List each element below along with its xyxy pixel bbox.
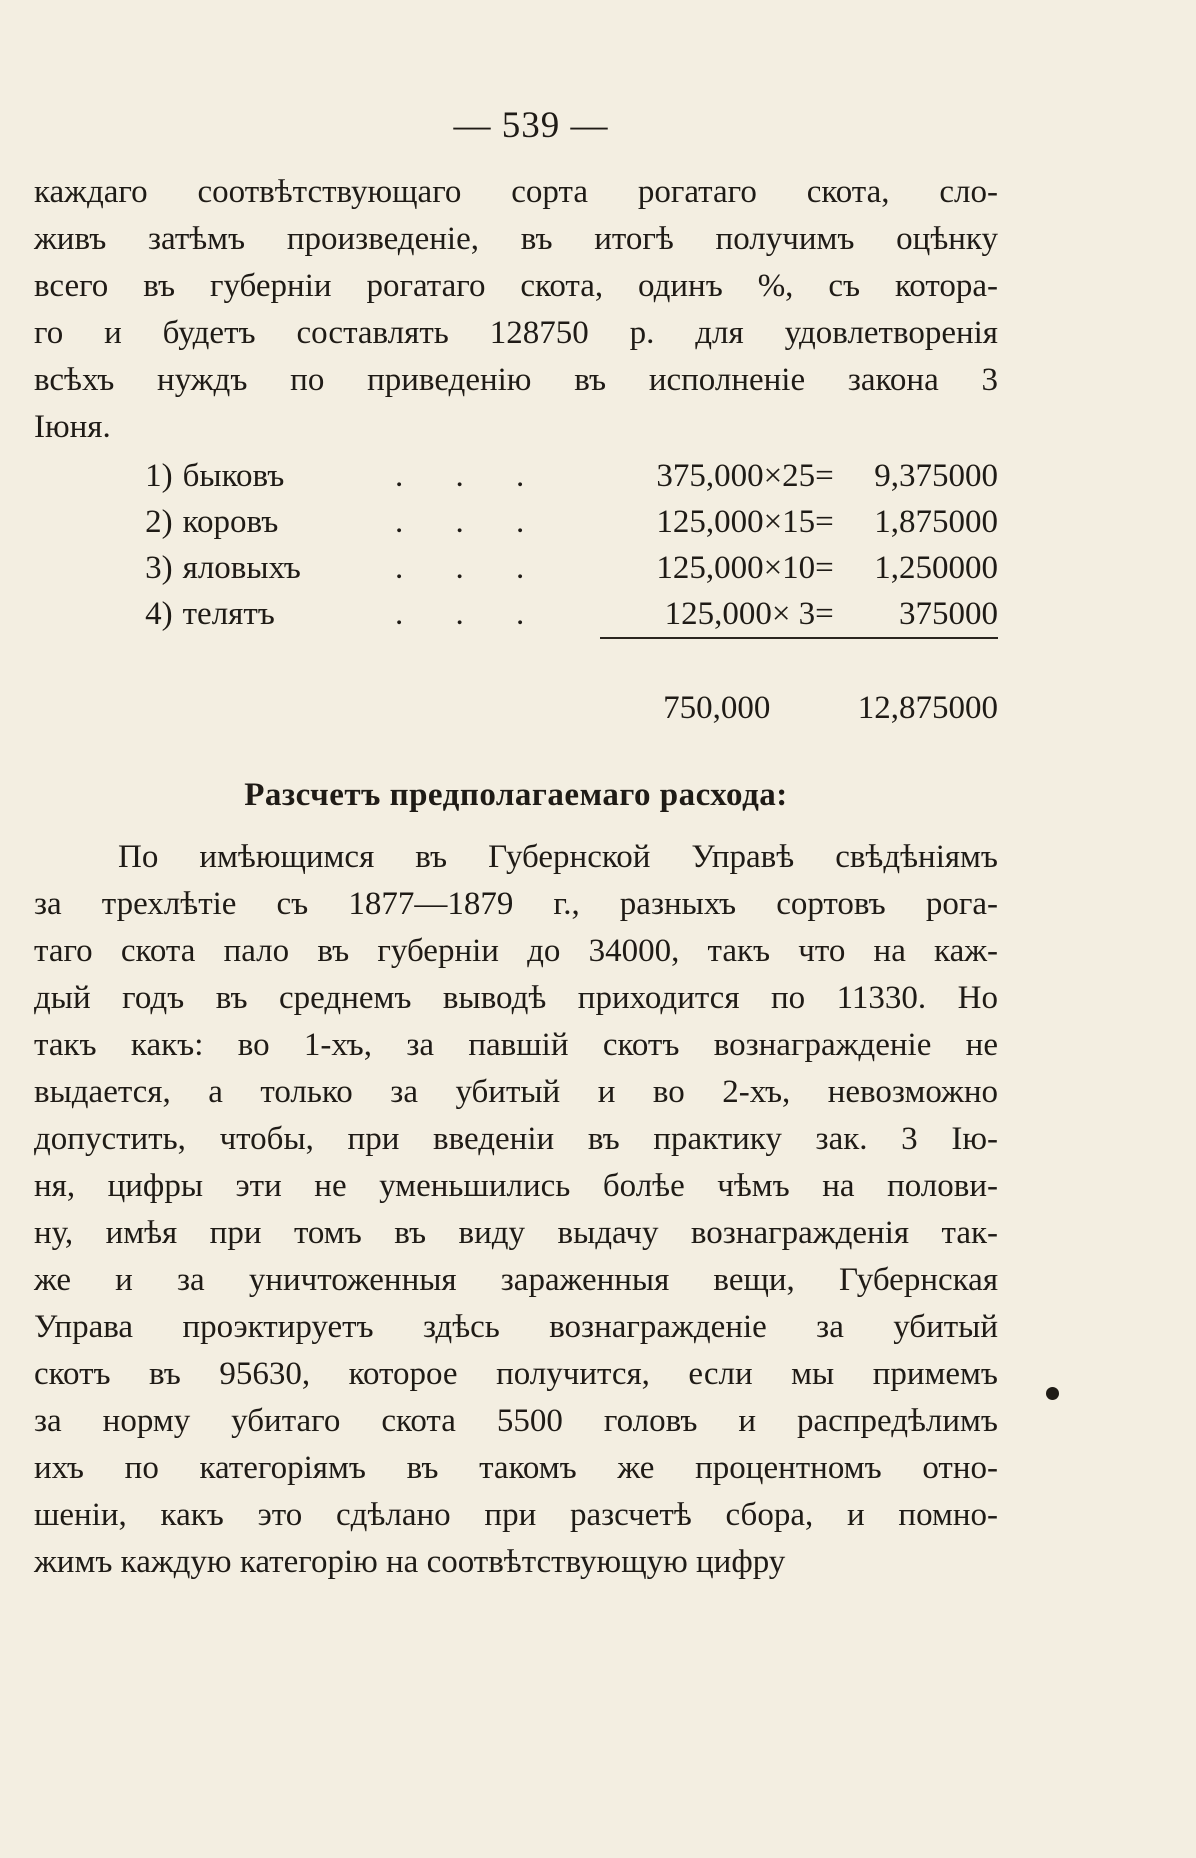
text-line: за трехлѣтіе съ 1877—1879 г., разныхъ сортовъ рога-	[34, 886, 998, 922]
sum-rule	[34, 638, 998, 685]
text-line: всѣхъ нуждъ по приведенію въ исполненіе закона 3	[34, 362, 998, 398]
text-line: скотъ въ 95630, которое получится, если мы примемъ	[34, 1356, 998, 1392]
row-number: 2)	[145, 503, 173, 540]
text-line: жимъ каждую категорію на соотвѣтствующую цифру	[34, 1544, 786, 1580]
category-name: быковъ	[182, 457, 285, 494]
text-line: По имѣющимся въ Губернской Управѣ свѣдѣніямъ	[118, 839, 998, 875]
paragraph-livestock-valuation	[34, 169, 998, 451]
text-line: ня, цифры эти не уменьшились болѣе чѣмъ на полови-	[34, 1168, 998, 1204]
calc-expression: 375,000×25=	[656, 457, 834, 494]
text-line: же и за уничтоженныя зараженныя вещи, Губернская	[34, 1262, 998, 1298]
text-line: такъ какъ: во 1-хъ, за павшій скотъ вознагражденіе не	[34, 1027, 998, 1063]
text-line: ихъ по категоріямъ въ такомъ же процентномъ отно-	[34, 1450, 998, 1486]
calc-row-heifers	[34, 545, 998, 591]
total-head-count: 750,000	[663, 689, 771, 726]
text-line: живъ затѣмъ произведеніе, въ итогѣ получимъ оцѣнку	[34, 221, 998, 257]
calc-result: 1,250000	[874, 549, 998, 586]
category-name: коровъ	[182, 503, 279, 540]
text-line: дый годъ въ среднемъ выводѣ приходится по 11330. Но	[34, 980, 998, 1016]
text-line: таго скота пало въ губерніи до 34000, такъ что на каж-	[34, 933, 998, 969]
text-line: шеніи, какъ это сдѣлано при разсчетѣ сбора, и помно-	[34, 1497, 998, 1533]
calc-row-cows	[34, 499, 998, 545]
section-heading: Разсчетъ предполагаемаго расхода:	[244, 777, 788, 813]
calc-expression: 125,000× 3=	[664, 595, 834, 632]
row-number: 4)	[145, 596, 173, 632]
calc-row-calves	[34, 591, 998, 638]
text-line: за норму убитаго скота 5500 головъ и распредѣлимъ	[34, 1403, 998, 1439]
sum-rule-line	[600, 638, 840, 685]
text-line: го и будетъ составлять 128750 р. для удовлетворенія	[34, 315, 998, 351]
text-line: ну, имѣя при томъ въ виду выдачу вознагражденія так-	[34, 1215, 998, 1251]
text-line: всего въ губерніи рогатаго скота, одинъ %, съ котора-	[34, 268, 998, 304]
text-line: выдается, а только за убитый и во 2-хъ, невозможно	[34, 1074, 998, 1110]
paragraph-expense-calculation	[34, 834, 998, 1586]
text-line: допустить, чтобы, при введеніи въ практику зак. 3 Ію-	[34, 1121, 998, 1157]
calc-totals-row	[34, 685, 998, 731]
calc-expression: 125,000×15=	[656, 503, 834, 540]
category-name: яловыхъ	[182, 549, 301, 586]
category-name: телятъ	[182, 596, 275, 632]
document-page	[34, 104, 998, 1586]
leader-dots: . . .	[395, 503, 547, 540]
leader-dots: . . .	[395, 457, 547, 494]
leader-dots: . . .	[395, 549, 547, 586]
calc-result: 375000	[899, 595, 998, 632]
total-value: 12,875000	[857, 689, 998, 726]
page-number: — 539 —	[453, 105, 609, 146]
sum-rule-line	[840, 638, 998, 685]
text-line: каждаго соотвѣтствующаго сорта рогатаго скота, сло-	[34, 174, 998, 210]
row-number: 1)	[145, 457, 173, 494]
text-line: Управа проэктируетъ здѣсь вознагражденіе за убитый	[34, 1309, 998, 1345]
text-line: Іюня.	[34, 409, 111, 445]
margin-dot	[1046, 1387, 1059, 1400]
row-number: 3)	[145, 549, 173, 586]
calc-expression: 125,000×10=	[656, 549, 834, 586]
calc-row-oxen	[34, 453, 998, 499]
calc-result: 1,875000	[874, 503, 998, 540]
calc-result: 9,375000	[874, 457, 998, 494]
leader-dots: . . .	[395, 596, 547, 632]
livestock-calculation-table	[34, 453, 998, 731]
